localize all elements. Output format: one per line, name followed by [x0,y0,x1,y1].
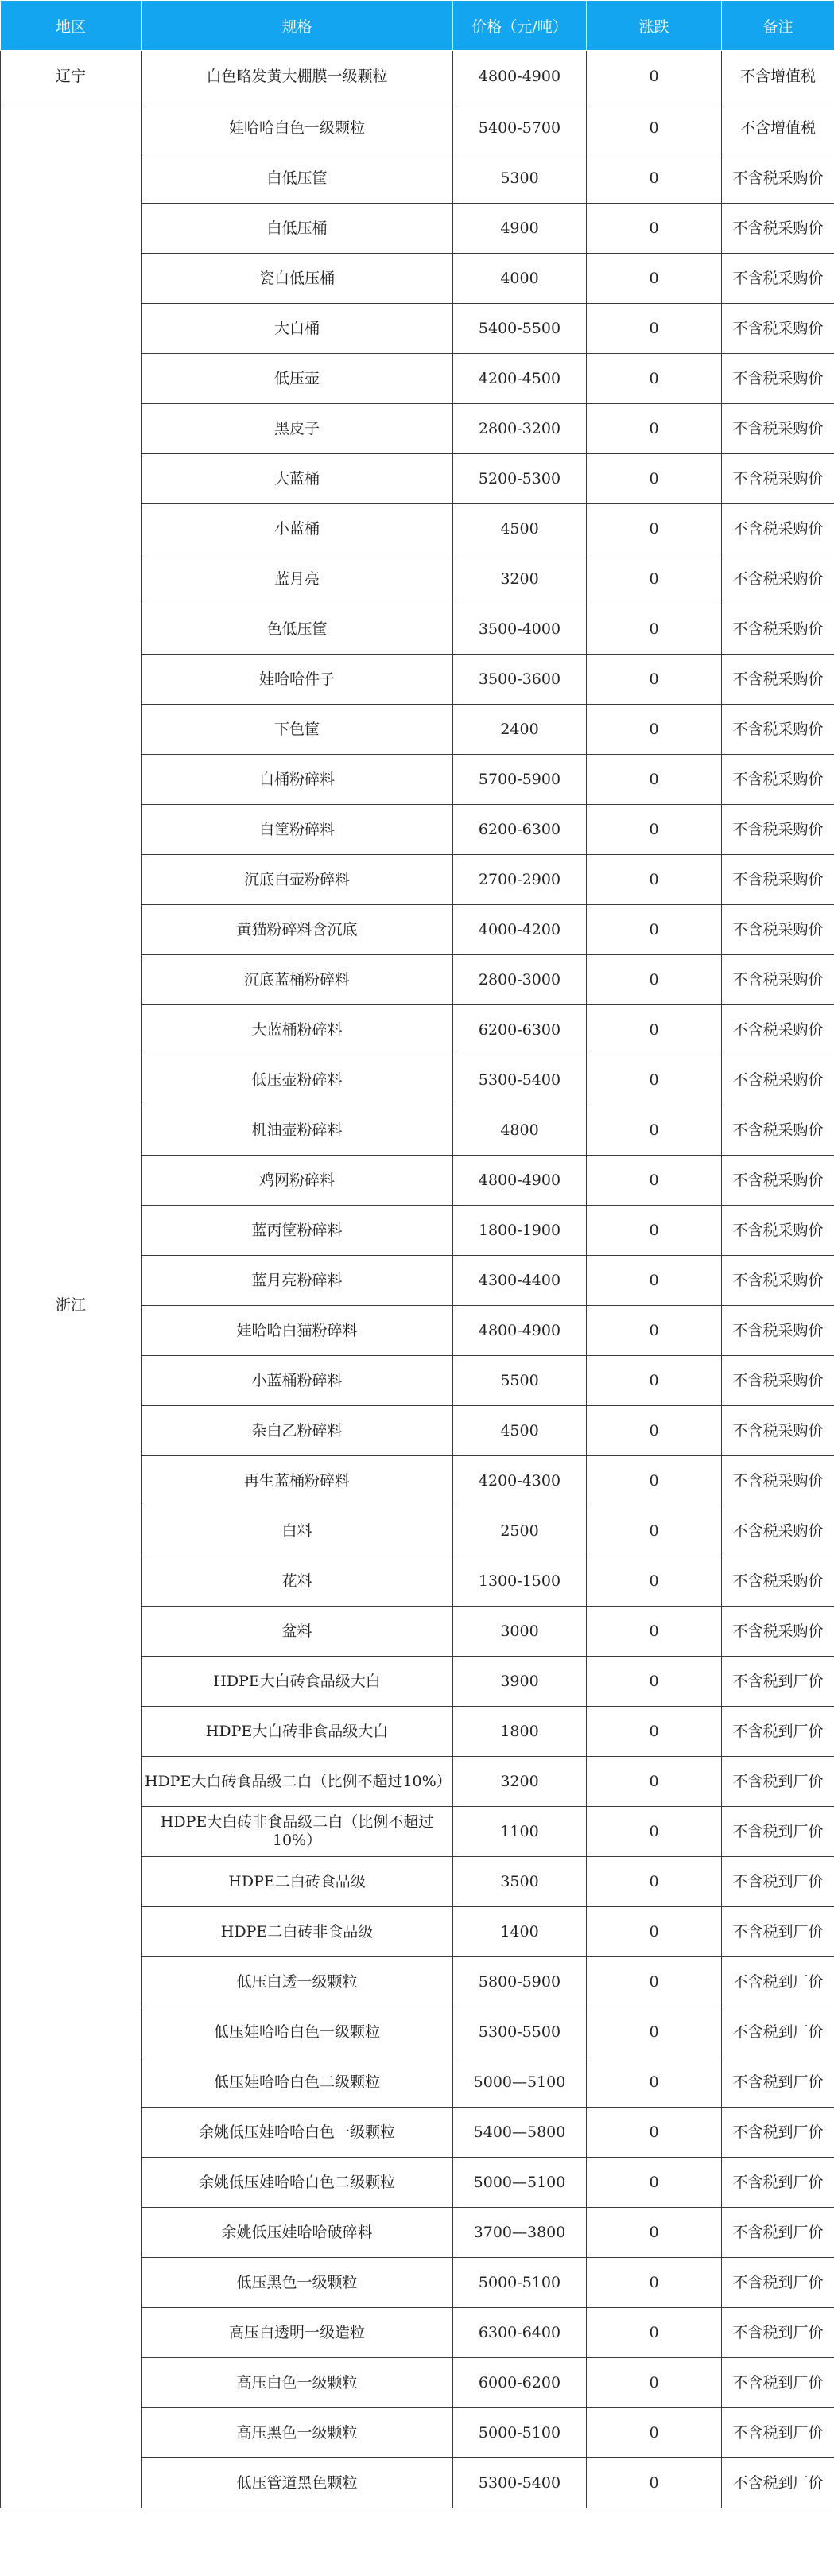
table-row [1,51,834,103]
change-cell: 0 [587,1907,722,1957]
change-cell: 0 [587,404,722,454]
change-cell: 0 [587,1456,722,1506]
change-cell: 0 [587,1356,722,1406]
change-cell: 0 [587,304,722,354]
note-cell: 不含税采购价 [722,755,834,805]
price-cell: 2800-3200 [453,404,587,454]
note-cell: 不含税采购价 [722,404,834,454]
table-body [1,51,834,2508]
price-cell: 4200-4500 [453,354,587,404]
price-cell: 6200-6300 [453,805,587,855]
change-cell: 0 [587,755,722,805]
note-cell: 不含税采购价 [722,153,834,204]
note-cell: 不含税采购价 [722,554,834,604]
change-cell: 0 [587,1256,722,1306]
change-cell: 0 [587,855,722,905]
change-cell: 0 [587,1657,722,1707]
price-cell: 4800-4900 [453,1306,587,1356]
note-cell: 不含税采购价 [722,1055,834,1105]
note-cell: 不含税采购价 [722,955,834,1005]
note-cell: 不含增值税 [722,103,834,153]
spec-cell: 娃哈哈白色一级颗粒 [142,103,453,153]
note-cell: 不含税采购价 [722,855,834,905]
spec-cell: 余姚低压娃哈哈破碎料 [142,2208,453,2258]
change-cell: 0 [587,1607,722,1657]
change-cell: 0 [587,454,722,504]
note-cell: 不含税到厂价 [722,2258,834,2308]
price-cell: 6300-6400 [453,2308,587,2358]
change-cell: 0 [587,955,722,1005]
spec-cell: 白低压筐 [142,153,453,204]
price-cell: 3200 [453,554,587,604]
spec-cell: 白桶粉碎料 [142,755,453,805]
note-cell: 不含税采购价 [722,705,834,755]
region-cell: 辽宁 [1,51,142,103]
table-header-row [1,1,834,51]
change-cell: 0 [587,1957,722,2007]
note-cell: 不含税采购价 [722,254,834,304]
spec-cell: 瓷白低压桶 [142,254,453,304]
spec-cell: 盆料 [142,1607,453,1657]
price-cell: 5800-5900 [453,1957,587,2007]
note-cell: 不含税到厂价 [722,2158,834,2208]
change-cell: 0 [587,2358,722,2408]
price-cell: 4500 [453,504,587,554]
price-cell: 2500 [453,1506,587,1556]
change-cell: 0 [587,1306,722,1356]
change-cell: 0 [587,604,722,655]
price-cell: 1300-1500 [453,1556,587,1607]
change-cell: 0 [587,1105,722,1156]
note-cell: 不含税到厂价 [722,1757,834,1807]
change-cell: 0 [587,2108,722,2158]
spec-cell: 鸡网粉碎料 [142,1156,453,1206]
spec-cell: 娃哈哈白猫粉碎料 [142,1306,453,1356]
change-cell: 0 [587,153,722,204]
spec-cell: 低压管道黑色颗粒 [142,2458,453,2508]
spec-cell: 白色略发黄大棚膜一级颗粒 [142,51,453,103]
change-cell: 0 [587,1757,722,1807]
spec-cell: 白筐粉碎料 [142,805,453,855]
spec-cell: HDPE大白砖非食品级大白 [142,1707,453,1757]
spec-cell: HDPE大白砖食品级大白 [142,1657,453,1707]
price-cell: 5300-5400 [453,2458,587,2508]
price-cell: 3000 [453,1607,587,1657]
note-cell: 不含税采购价 [722,1506,834,1556]
note-cell: 不含税采购价 [722,604,834,655]
change-cell: 0 [587,1506,722,1556]
spec-cell: 小蓝桶粉碎料 [142,1356,453,1406]
price-cell: 5000—5100 [453,2158,587,2208]
price-cell: 3200 [453,1757,587,1807]
note-cell: 不含税采购价 [722,504,834,554]
change-cell: 0 [587,2258,722,2308]
note-cell: 不含税采购价 [722,1156,834,1206]
change-cell: 0 [587,2408,722,2458]
price-cell: 1800 [453,1707,587,1757]
spec-cell: HDPE大白砖食品级二白（比例不超过10%） [142,1757,453,1807]
change-cell: 0 [587,2158,722,2208]
note-cell: 不含税到厂价 [722,2007,834,2057]
spec-cell: 再生蓝桶粉碎料 [142,1456,453,1506]
price-cell: 4500 [453,1406,587,1456]
spec-cell: 机油壶粉碎料 [142,1105,453,1156]
price-cell: 1400 [453,1907,587,1957]
spec-cell: 白料 [142,1506,453,1556]
price-cell: 6200-6300 [453,1005,587,1055]
price-cell: 3900 [453,1657,587,1707]
change-cell: 0 [587,2308,722,2358]
price-cell: 2400 [453,705,587,755]
header-region: 地区 [1,1,142,51]
note-cell: 不含税到厂价 [722,1807,834,1857]
spec-cell: 低压壶 [142,354,453,404]
note-cell: 不含税采购价 [722,905,834,955]
change-cell: 0 [587,805,722,855]
note-cell: 不含税采购价 [722,1456,834,1506]
spec-cell: 黑皮子 [142,404,453,454]
note-cell: 不含税到厂价 [722,2458,834,2508]
change-cell: 0 [587,504,722,554]
change-cell: 0 [587,1406,722,1456]
price-cell: 2700-2900 [453,855,587,905]
header-note: 备注 [722,1,834,51]
spec-cell: 小蓝桶 [142,504,453,554]
spec-cell: 低压娃哈哈白色二级颗粒 [142,2057,453,2108]
spec-cell: 娃哈哈件子 [142,655,453,705]
spec-cell: 低压白透一级颗粒 [142,1957,453,2007]
note-cell: 不含税到厂价 [722,2408,834,2458]
note-cell: 不含税到厂价 [722,2108,834,2158]
spec-cell: 余姚低压娃哈哈白色一级颗粒 [142,2108,453,2158]
note-cell: 不含税采购价 [722,204,834,254]
spec-cell: HDPE二白砖非食品级 [142,1907,453,1957]
note-cell: 不含税到厂价 [722,2308,834,2358]
price-cell: 1800-1900 [453,1206,587,1256]
spec-cell: 大蓝桶粉碎料 [142,1005,453,1055]
change-cell: 0 [587,2057,722,2108]
change-cell: 0 [587,103,722,153]
price-cell: 4800-4900 [453,1156,587,1206]
spec-cell: 低压黑色一级颗粒 [142,2258,453,2308]
change-cell: 0 [587,554,722,604]
change-cell: 0 [587,1556,722,1607]
note-cell: 不含税采购价 [722,1105,834,1156]
price-cell: 5700-5900 [453,755,587,805]
note-cell: 不含税到厂价 [722,2208,834,2258]
table-row [1,103,834,153]
spec-cell: 色低压筐 [142,604,453,655]
note-cell: 不含税采购价 [722,454,834,504]
price-cell: 4800 [453,1105,587,1156]
change-cell: 0 [587,705,722,755]
note-cell: 不含税到厂价 [722,2057,834,2108]
change-cell: 0 [587,1807,722,1857]
change-cell: 0 [587,1707,722,1757]
change-cell: 0 [587,354,722,404]
spec-cell: 蓝月亮 [142,554,453,604]
spec-cell: 沉底蓝桶粉碎料 [142,955,453,1005]
change-cell: 0 [587,2458,722,2508]
price-cell: 3500-4000 [453,604,587,655]
note-cell: 不含税采购价 [722,1607,834,1657]
change-cell: 0 [587,1206,722,1256]
spec-cell: 花料 [142,1556,453,1607]
price-cell: 5200-5300 [453,454,587,504]
spec-cell: 蓝丙筐粉碎料 [142,1206,453,1256]
header-spec: 规格 [142,1,453,51]
price-cell: 4900 [453,204,587,254]
change-cell: 0 [587,1055,722,1105]
change-cell: 0 [587,2208,722,2258]
price-cell: 6000-6200 [453,2358,587,2408]
price-cell: 5400-5500 [453,304,587,354]
price-cell: 4800-4900 [453,51,587,103]
change-cell: 0 [587,51,722,103]
spec-cell: 高压白色一级颗粒 [142,2358,453,2408]
change-cell: 0 [587,1857,722,1907]
note-cell: 不含税采购价 [722,1306,834,1356]
change-cell: 0 [587,254,722,304]
price-cell: 5400-5700 [453,103,587,153]
price-cell: 4300-4400 [453,1256,587,1306]
spec-cell: HDPE二白砖食品级 [142,1857,453,1907]
price-cell: 4000-4200 [453,905,587,955]
note-cell: 不含税采购价 [722,1256,834,1306]
price-cell: 5400—5800 [453,2108,587,2158]
note-cell: 不含增值税 [722,51,834,103]
note-cell: 不含税到厂价 [722,1657,834,1707]
price-cell: 1100 [453,1807,587,1857]
change-cell: 0 [587,2007,722,2057]
price-cell: 3500 [453,1857,587,1907]
spec-cell: 高压黑色一级颗粒 [142,2408,453,2458]
note-cell: 不含税到厂价 [722,1707,834,1757]
spec-cell: 白低压桶 [142,204,453,254]
spec-cell: 大白桶 [142,304,453,354]
price-cell: 5000-5100 [453,2258,587,2308]
price-cell: 5000—5100 [453,2057,587,2108]
spec-cell: 黄猫粉碎料含沉底 [142,905,453,955]
price-cell: 5000-5100 [453,2408,587,2458]
header-price: 价格（元/吨） [453,1,587,51]
price-cell: 5300-5500 [453,2007,587,2057]
note-cell: 不含税采购价 [722,1206,834,1256]
change-cell: 0 [587,204,722,254]
change-cell: 0 [587,655,722,705]
note-cell: 不含税采购价 [722,1356,834,1406]
note-cell: 不含税采购价 [722,1406,834,1456]
spec-cell: 杂白乙粉碎料 [142,1406,453,1456]
spec-cell: 余姚低压娃哈哈白色二级颗粒 [142,2158,453,2208]
spec-cell: HDPE大白砖非食品级二白（比例不超过10%） [142,1807,453,1857]
price-cell: 4000 [453,254,587,304]
change-cell: 0 [587,905,722,955]
price-cell: 3700—3800 [453,2208,587,2258]
note-cell: 不含税采购价 [722,1005,834,1055]
note-cell: 不含税采购价 [722,805,834,855]
price-cell: 4200-4300 [453,1456,587,1506]
note-cell: 不含税采购价 [722,1556,834,1607]
change-cell: 0 [587,1005,722,1055]
spec-cell: 大蓝桶 [142,454,453,504]
region-cell: 浙江 [1,103,142,2508]
header-change: 涨跌 [587,1,722,51]
note-cell: 不含税到厂价 [722,1957,834,2007]
spec-cell: 低压娃哈哈白色一级颗粒 [142,2007,453,2057]
price-cell: 3500-3600 [453,655,587,705]
price-cell: 5300 [453,153,587,204]
spec-cell: 低压壶粉碎料 [142,1055,453,1105]
price-cell: 5300-5400 [453,1055,587,1105]
note-cell: 不含税到厂价 [722,2358,834,2408]
change-cell: 0 [587,1156,722,1206]
note-cell: 不含税采购价 [722,304,834,354]
spec-cell: 蓝月亮粉碎料 [142,1256,453,1306]
price-cell: 2800-3000 [453,955,587,1005]
note-cell: 不含税采购价 [722,655,834,705]
price-cell: 5500 [453,1356,587,1406]
spec-cell: 下色筐 [142,705,453,755]
note-cell: 不含税到厂价 [722,1907,834,1957]
spec-cell: 高压白透明一级造粒 [142,2308,453,2358]
note-cell: 不含税采购价 [722,354,834,404]
spec-cell: 沉底白壶粉碎料 [142,855,453,905]
note-cell: 不含税到厂价 [722,1857,834,1907]
